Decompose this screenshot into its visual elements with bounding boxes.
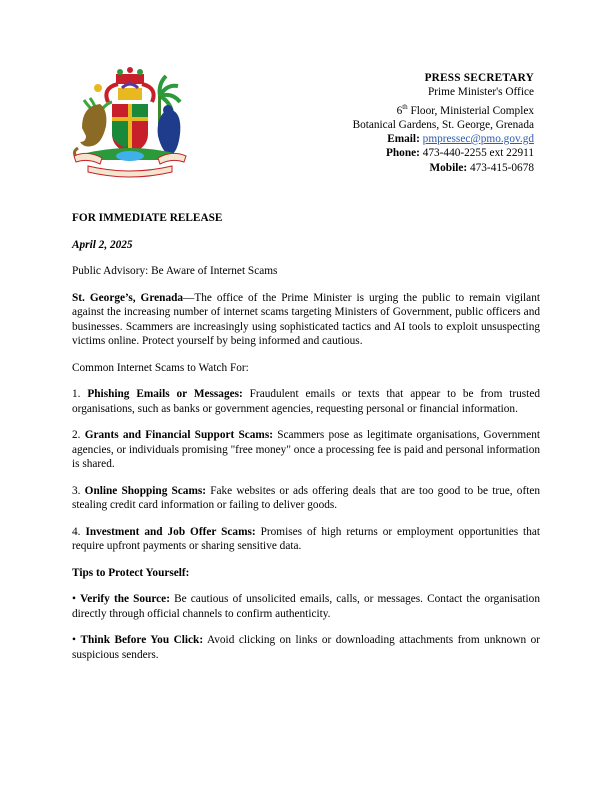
sender-title: PRESS SECRETARY <box>424 72 534 84</box>
email-link[interactable]: pmpressec@pmo.gov.gd <box>422 132 534 145</box>
scams-heading: Common Internet Scams to Watch For: <box>72 361 249 374</box>
floor-line: 6th Floor, Ministerial Complex <box>396 102 534 117</box>
email-line: Email: pmpressec@pmo.gov.gd <box>387 132 534 145</box>
tip-item: • Think Before You Click: Avoid clicking on links or downloading attachments from unknown or suspicious senders. <box>72 634 541 661</box>
lede-paragraph: St. George’s, Grenada—The office of the Prime Minister is urging the public to remain vigilant against the increasing number of internet scams targeting Ministers of Government, public officers and businesses. Scammers are increasingly using sophisticated tactics and AI tools to exploit unsuspecting victims online. Protect yourself by being informed and cautious. <box>72 291 540 347</box>
scam-item: 2. Grants and Financial Support Scams: Scammers pose as legitimate organisations, Government agencies, or individuals promising "free money" once a processing fee is paid and personal information is shared. <box>72 429 540 470</box>
mobile-line: Mobile: 473-415-0678 <box>429 161 534 174</box>
scam-item: 3. Online Shopping Scams: Fake websites or ads offering deals that are too good to be true, often stealing credit card information or failing to deliver goods. <box>72 484 541 511</box>
contact-block <box>353 71 534 175</box>
address-line: Botanical Gardens, St. George, Grenada <box>352 118 534 131</box>
office-name: Prime Minister's Office <box>428 86 534 99</box>
headline: Public Advisory: Be Aware of Internet Scams <box>72 265 278 278</box>
press-release-body <box>72 211 540 674</box>
scam-item: 4. Investment and Job Offer Scams: Promises of high returns or employment opportunities that require upfront payments or sharing sensitive data. <box>72 525 540 552</box>
release-date: April 2, 2025 <box>72 238 133 251</box>
tip-item: • Verify the Source: Be cautious of unsolicited emails, calls, or messages. Contact the organisation directly through official channels to confirm authenticity. <box>72 593 540 620</box>
phone-line: Phone: 473-440-2255 ext 22911 <box>385 147 534 160</box>
coat-of-arms-logo <box>68 66 192 178</box>
tips-heading: Tips to Protect Yourself: <box>72 566 190 579</box>
scam-item: 1. Phishing Emails or Messages: Fraudulent emails or texts that appear to be from trusted organisations, such as banks or government agencies, requesting personal or financial information. <box>72 388 540 415</box>
release-label: FOR IMMEDIATE RELEASE <box>72 212 223 224</box>
crest-icon <box>68 66 192 178</box>
